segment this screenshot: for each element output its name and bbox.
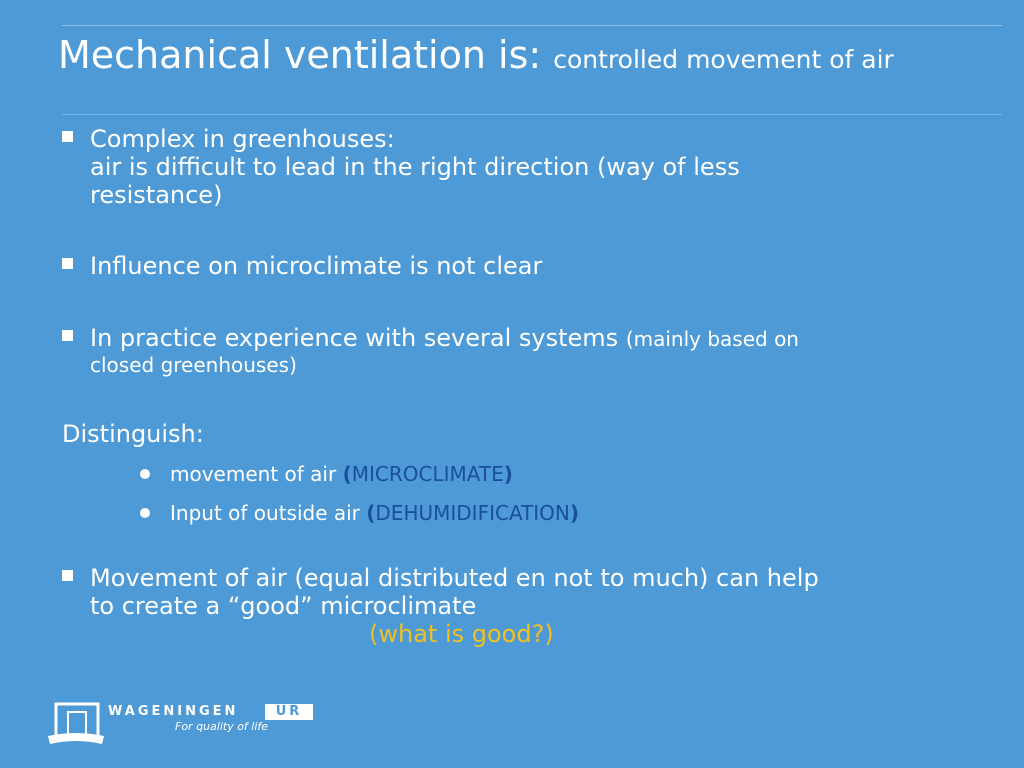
bullet-text: In practice experience with several systems [90, 324, 619, 352]
slide-title [58, 30, 894, 85]
round-bullet-icon [140, 508, 150, 518]
bullet-line: resistance) [90, 181, 223, 209]
square-bullet-icon [62, 131, 73, 142]
logo-ur-badge: UR [265, 704, 313, 720]
paren-close: ) [569, 501, 580, 525]
bullet-line [90, 324, 990, 353]
title-bottom-rule [62, 114, 1002, 115]
logo-name: WAGENINGEN [108, 704, 239, 719]
title-top-rule [62, 25, 1002, 26]
logo-tagline: For quality of life [175, 720, 269, 733]
bullet-note-line: closed greenhouses) [90, 353, 297, 377]
bullet-line: to create a “good” microclimate [90, 592, 477, 620]
square-bullet-icon [62, 330, 73, 341]
sub-bullet-text: Input of outside air [170, 501, 360, 525]
bullet-line: Influence on microclimate is not clear [90, 252, 543, 280]
distinguish-label: Distinguish: [62, 420, 204, 448]
bullet-line: air is difficult to lead in the right direction (way of less [90, 153, 740, 181]
round-bullet-icon [140, 469, 150, 479]
sub-bullet-tag: MICROCLIMATE [351, 462, 504, 486]
paren-open: ( [342, 462, 352, 486]
bullet-line: Movement of air (equal distributed en not to much) can help [90, 564, 819, 592]
sub-bullet-text: movement of air [170, 462, 337, 486]
bullet-line: Complex in greenhouses: [90, 125, 395, 153]
highlight-question: (what is good?) [369, 620, 554, 648]
square-bullet-icon [62, 570, 73, 581]
paren-open: ( [366, 501, 376, 525]
slide-title-main: Mechanical ventilation is: [58, 33, 542, 77]
bullet-note: (mainly based on [625, 327, 799, 351]
square-bullet-icon [62, 258, 73, 269]
paren-close: ) [503, 462, 513, 486]
sub-bullet-tag: DEHUMIDIFICATION [375, 501, 570, 525]
slide-subtitle: controlled movement of air [553, 45, 894, 74]
